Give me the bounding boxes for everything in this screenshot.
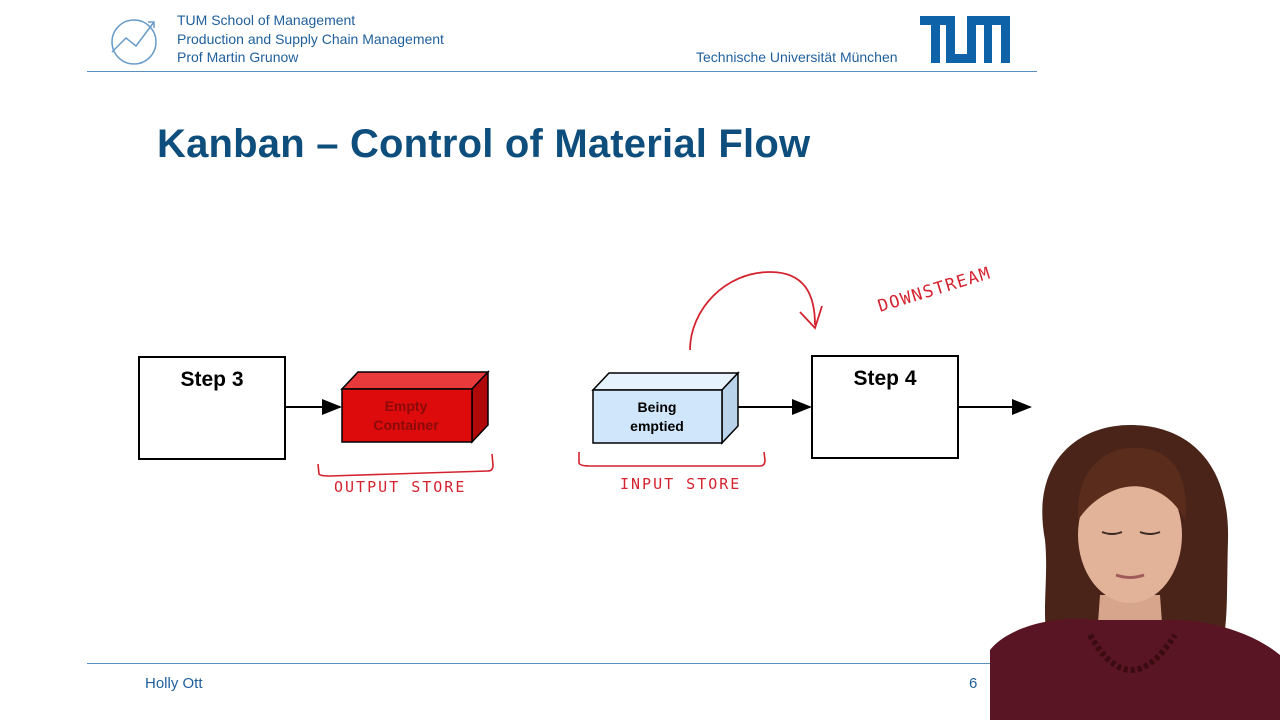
being-emptied-box — [593, 373, 738, 443]
step-3-label: Step 3 — [180, 368, 244, 391]
input-store-annotation: INPUT STORE — [620, 475, 742, 493]
downstream-annotation: DOWNSTREAM — [875, 263, 994, 317]
step-4-label: Step 4 — [853, 367, 917, 390]
step-3-box — [139, 357, 285, 459]
output-store-annotation: OUTPUT STORE — [334, 478, 467, 496]
footer-page-number: 6 — [969, 675, 978, 692]
step-4-box — [812, 356, 958, 458]
output-store-bracket — [318, 454, 493, 476]
being-emptied-label-1: Being — [637, 399, 677, 415]
empty-container-label-1: Empty — [384, 398, 428, 414]
header-university: Technische Universität München — [696, 49, 898, 65]
slide-title: Kanban – Control of Material Flow — [157, 122, 811, 166]
header-professor: Prof Martin Grunow — [177, 49, 299, 65]
footer-presenter: Holly Ott — [145, 675, 203, 692]
presenter-video-overlay — [990, 420, 1280, 720]
being-emptied-label-2: emptied — [630, 418, 684, 434]
input-store-bracket — [579, 452, 765, 466]
footer-rule — [87, 663, 1037, 664]
downstream-curve-arrow — [690, 272, 815, 350]
header-school: TUM School of Management — [177, 12, 356, 28]
header-chair: Production and Supply Chain Management — [177, 31, 444, 47]
empty-container-label-2: Container — [373, 417, 439, 433]
empty-container-box — [342, 372, 488, 442]
downstream-arrowhead — [800, 306, 822, 328]
